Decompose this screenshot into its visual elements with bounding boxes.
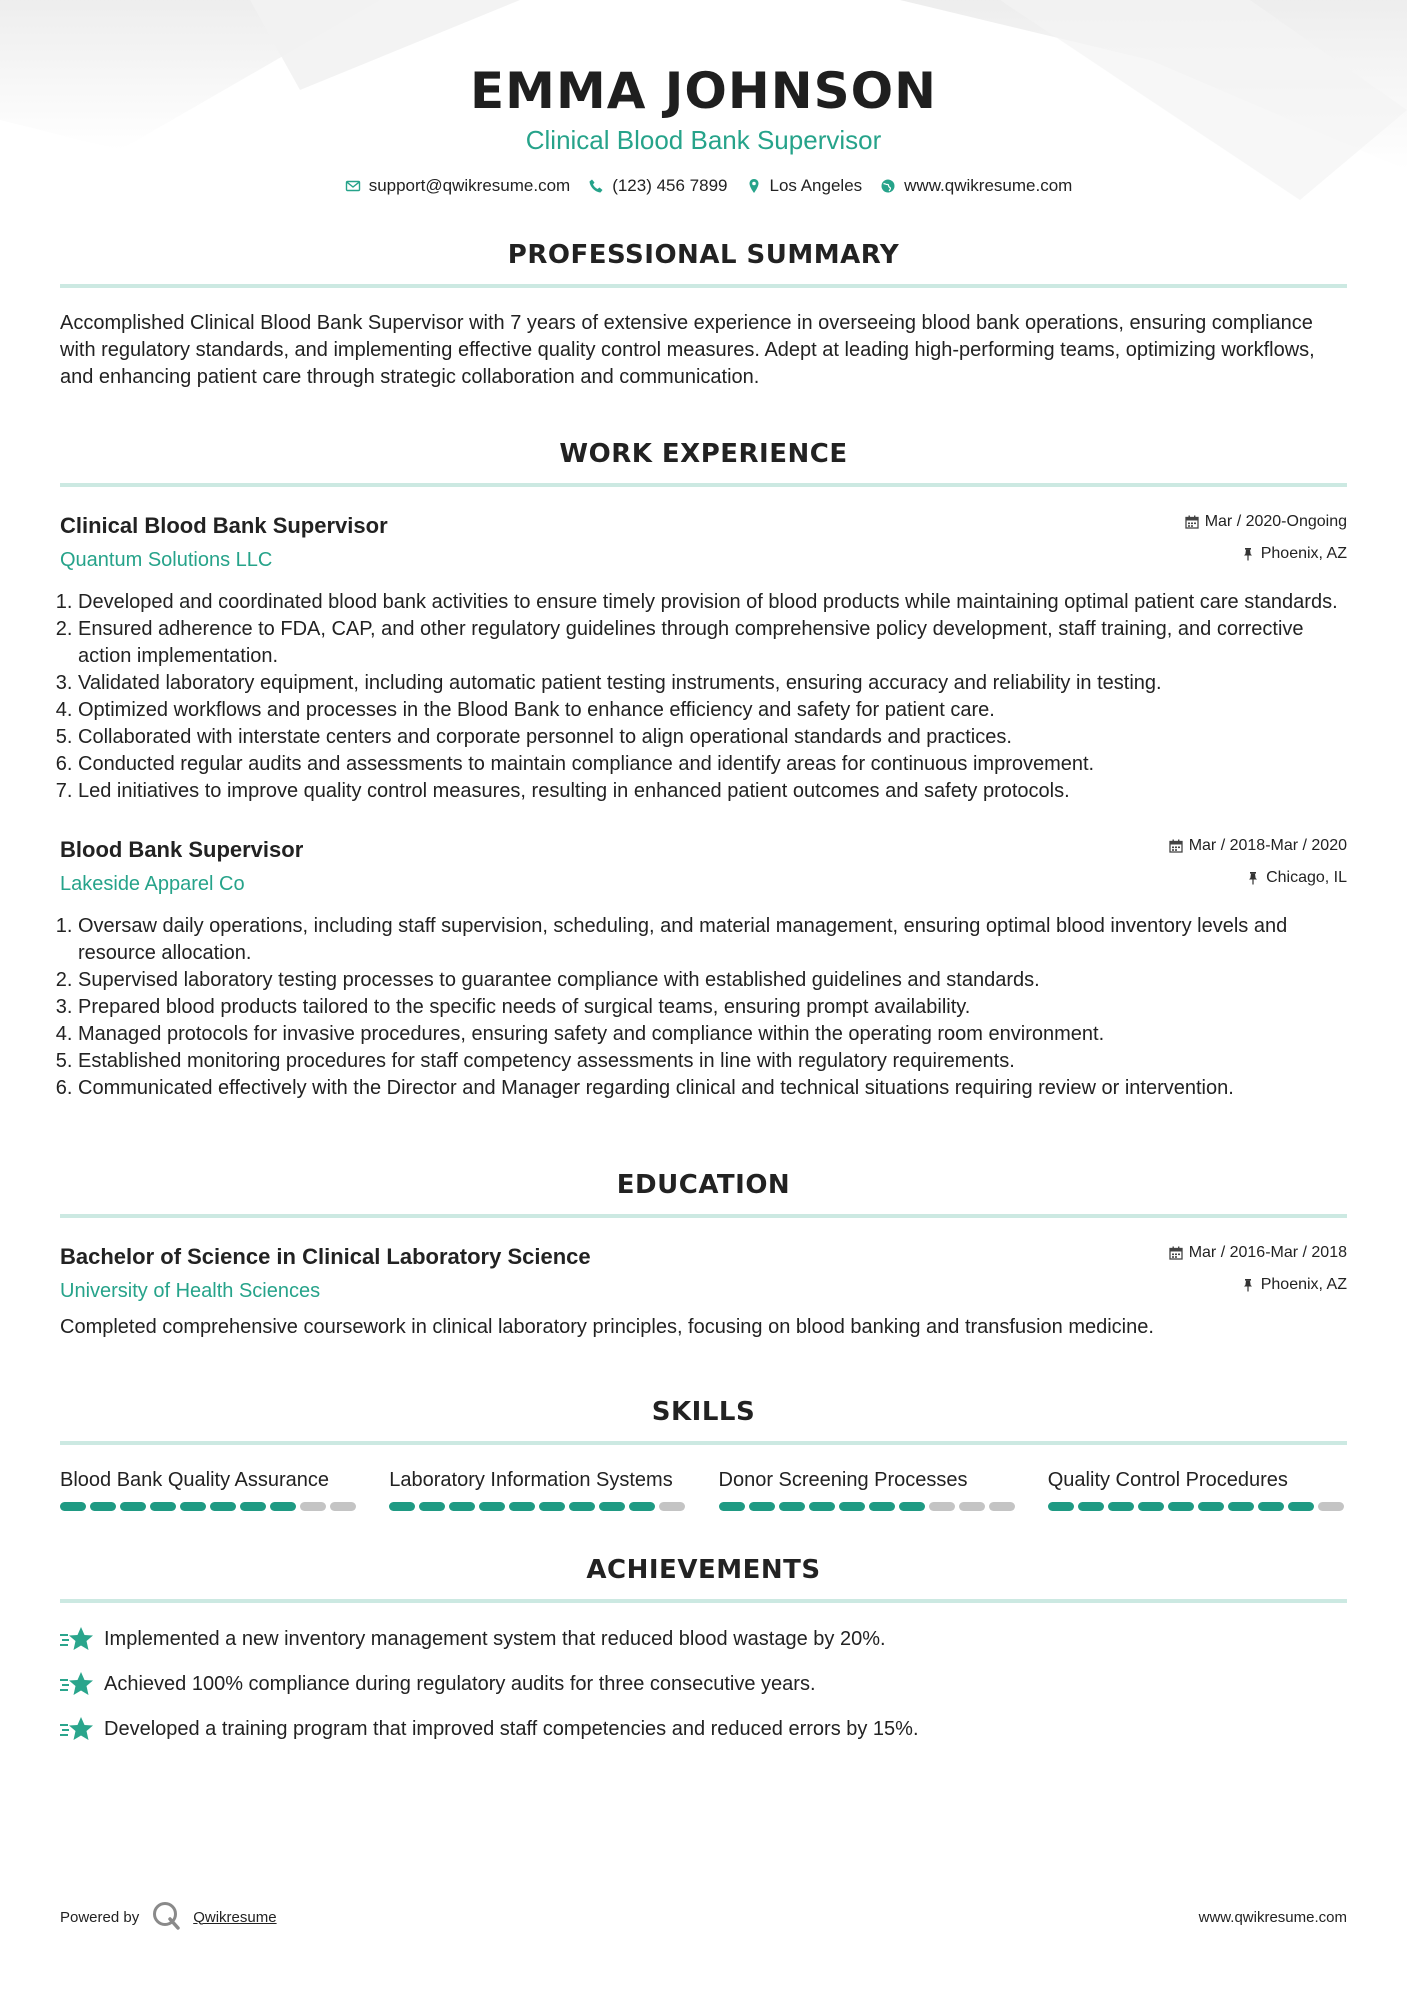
achievement-text: Developed a training program that improved staff competencies and reduced errors by 15%. <box>104 1717 919 1740</box>
qwikresume-logo-icon <box>151 1900 181 1934</box>
skill-level-segment <box>509 1502 535 1511</box>
job-dates: Mar / 2018-Mar / 2020 <box>1188 837 1347 854</box>
skill-level-bar <box>719 1502 1018 1511</box>
skill-level-segment <box>569 1502 595 1511</box>
achievement-text: Implemented a new inventory management system that reduced blood wastage by 20%. <box>104 1627 886 1650</box>
education-description: Completed comprehensive coursework in clinical laboratory principles, focusing on blood banking and transfusion medicine. <box>60 1316 1154 1338</box>
skill-level-segment <box>1108 1502 1134 1511</box>
list-item: 1. Oversaw daily operations, including staff supervision, scheduling, and material management, ensuring optimal blood inventory levels and resource allocation. <box>78 913 1347 967</box>
skill-level-segment <box>479 1502 505 1511</box>
skill-level-segment <box>180 1502 206 1511</box>
skill-name: Quality Control Procedures <box>1047 1469 1288 1491</box>
skill-level-segment <box>1258 1502 1284 1511</box>
skill-level-segment <box>300 1502 326 1511</box>
skill-item <box>389 1467 688 1511</box>
pushpin-icon <box>1241 1278 1255 1292</box>
skill-item <box>1048 1467 1347 1511</box>
list-item: 2. Supervised laboratory testing processes to guarantee compliance with established guidelines and standards. <box>78 967 1347 994</box>
contact-website[interactable]: www.qwikresume.com <box>904 176 1073 195</box>
skill-level-segment <box>659 1502 685 1511</box>
star-icon <box>60 1670 94 1698</box>
skill-level-segment <box>1168 1502 1194 1511</box>
calendar-icon <box>1185 515 1199 529</box>
email-icon <box>345 178 361 194</box>
skill-level-bar <box>60 1502 359 1511</box>
skill-item <box>719 1467 1018 1511</box>
skill-level-segment <box>389 1502 415 1511</box>
achievements-section <box>60 1555 1347 1743</box>
experience-section <box>60 439 1347 1102</box>
pushpin-icon <box>1246 871 1260 885</box>
experience-heading: WORK EXPERIENCE <box>60 439 1347 487</box>
phone-icon <box>588 178 604 194</box>
skill-level-segment <box>599 1502 625 1511</box>
contact-email[interactable]: support@qwikresume.com <box>368 176 571 195</box>
skill-level-segment <box>809 1502 835 1511</box>
list-item: 4. Optimized workflows and processes in the Blood Bank to enhance efficiency and safety for patient care. <box>78 697 1347 724</box>
pushpin-icon <box>1241 547 1255 561</box>
list-item: 5. Established monitoring procedures for staff competency assessments in line with regulatory requirements. <box>78 1048 1347 1075</box>
skill-level-segment <box>869 1502 895 1511</box>
job-company: Lakeside Apparel Co <box>60 873 245 895</box>
skill-level-bar <box>389 1502 688 1511</box>
list-item: 3. Prepared blood products tailored to the specific needs of surgical teams, ensuring prompt availability. <box>78 994 1347 1021</box>
skill-level-segment <box>419 1502 445 1511</box>
skill-level-segment <box>899 1502 925 1511</box>
candidate-title: Clinical Blood Bank Supervisor <box>525 125 882 155</box>
list-item: 1. Developed and coordinated blood bank activities to ensure timely provision of blood products while maintaining optimal patient care standards. <box>78 589 1347 616</box>
achievement-item <box>60 1670 1347 1698</box>
list-item: 2. Ensured adherence to FDA, CAP, and other regulatory guidelines through comprehensive policy development, staff training, and corrective action implementation. <box>78 616 1347 670</box>
job-dates: Mar / 2020-Ongoing <box>1204 513 1347 530</box>
skill-level-segment <box>629 1502 655 1511</box>
skill-level-segment <box>959 1502 985 1511</box>
list-item: 3. Validated laboratory equipment, including automatic patient testing instruments, ensuring accuracy and reliability in testing. <box>78 670 1347 697</box>
achievements-heading: ACHIEVEMENTS <box>60 1555 1347 1603</box>
skill-name: Laboratory Information Systems <box>389 1469 673 1491</box>
skill-level-segment <box>1318 1502 1344 1511</box>
degree-title: Bachelor of Science in Clinical Laboratory Science <box>60 1244 591 1269</box>
calendar-icon <box>1169 1246 1183 1260</box>
skill-level-segment <box>1078 1502 1104 1511</box>
star-icon <box>60 1715 94 1743</box>
powered-by-label: Powered by <box>60 1908 140 1926</box>
contact-phone[interactable]: (123) 456 7899 <box>612 176 728 195</box>
job-duties-list <box>60 589 1347 805</box>
job-role: Blood Bank Supervisor <box>60 837 304 862</box>
skill-level-segment <box>150 1502 176 1511</box>
education-dates: Mar / 2016-Mar / 2018 <box>1188 1244 1347 1261</box>
education-heading: EDUCATION <box>60 1170 1347 1218</box>
page-footer <box>60 1900 1347 1934</box>
summary-heading: PROFESSIONAL SUMMARY <box>60 240 1347 288</box>
list-item: 6. Conducted regular audits and assessments to maintain compliance and identify areas for continuous improvement. <box>78 751 1347 778</box>
skills-section <box>60 1397 1347 1511</box>
skill-item <box>60 1467 359 1511</box>
skill-level-segment <box>989 1502 1015 1511</box>
achievement-item <box>60 1715 1347 1743</box>
skill-level-segment <box>210 1502 236 1511</box>
contact-bar <box>60 176 1347 196</box>
skill-level-bar <box>1048 1502 1347 1511</box>
summary-section <box>60 240 1347 391</box>
job-entry <box>60 511 1347 805</box>
skills-heading: SKILLS <box>60 1397 1347 1445</box>
footer-website[interactable]: www.qwikresume.com <box>1198 1908 1347 1926</box>
education-entry <box>60 1242 1347 1341</box>
list-item: 7. Led initiatives to improve quality control measures, resulting in enhanced patient outcomes and safety protocols. <box>78 778 1347 805</box>
education-section <box>60 1170 1347 1341</box>
skill-level-segment <box>1228 1502 1254 1511</box>
resume-header <box>60 0 1347 196</box>
job-company: Quantum Solutions LLC <box>60 549 273 571</box>
skill-level-segment <box>240 1502 266 1511</box>
skill-level-segment <box>90 1502 116 1511</box>
skill-level-segment <box>539 1502 565 1511</box>
summary-text: Accomplished Clinical Blood Bank Supervisor with 7 years of extensive experience in overseeing blood bank operations, ensuring compliance with regulatory standards, and implementing effective quality control measures. Adept at leading high-performing teams, optimizing workflows, and enhancing patient care through strategic collaboration and communication. <box>60 312 1315 388</box>
skills-list <box>60 1467 1347 1511</box>
skill-level-segment <box>270 1502 296 1511</box>
contact-location: Los Angeles <box>769 176 863 195</box>
skill-level-segment <box>120 1502 146 1511</box>
job-entry <box>60 835 1347 1102</box>
skill-level-segment <box>1198 1502 1224 1511</box>
school-name: University of Health Sciences <box>60 1280 321 1302</box>
skill-level-segment <box>749 1502 775 1511</box>
job-location: Chicago, IL <box>1266 869 1347 886</box>
skill-level-segment <box>839 1502 865 1511</box>
skill-name: Donor Screening Processes <box>718 1469 968 1491</box>
skill-level-segment <box>719 1502 745 1511</box>
skill-level-segment <box>449 1502 475 1511</box>
globe-icon <box>880 178 896 194</box>
skill-level-segment <box>60 1502 86 1511</box>
job-role: Clinical Blood Bank Supervisor <box>60 513 388 538</box>
skill-level-segment <box>330 1502 356 1511</box>
skill-level-segment <box>1138 1502 1164 1511</box>
skill-level-segment <box>779 1502 805 1511</box>
job-duties-list <box>60 913 1347 1102</box>
skill-name: Blood Bank Quality Assurance <box>60 1469 330 1491</box>
location-pin-icon <box>746 178 762 194</box>
skill-level-segment <box>1048 1502 1074 1511</box>
job-location: Phoenix, AZ <box>1260 545 1347 562</box>
achievement-text: Achieved 100% compliance during regulatory audits for three consecutive years. <box>104 1672 816 1695</box>
achievements-list <box>60 1625 1347 1743</box>
brand-link[interactable]: Qwikresume <box>193 1908 277 1926</box>
skill-level-segment <box>1288 1502 1314 1511</box>
skill-level-segment <box>929 1502 955 1511</box>
list-item: 4. Managed protocols for invasive procedures, ensuring safety and compliance within the operating room environment. <box>78 1021 1347 1048</box>
list-item: 6. Communicated effectively with the Director and Manager regarding clinical and technical situations requiring review or intervention. <box>78 1075 1347 1102</box>
calendar-icon <box>1169 839 1183 853</box>
achievement-item <box>60 1625 1347 1653</box>
star-icon <box>60 1625 94 1653</box>
education-location: Phoenix, AZ <box>1260 1276 1347 1293</box>
candidate-name: EMMA JOHNSON <box>470 62 937 120</box>
list-item: 5. Collaborated with interstate centers and corporate personnel to align operational standards and practices. <box>78 724 1347 751</box>
